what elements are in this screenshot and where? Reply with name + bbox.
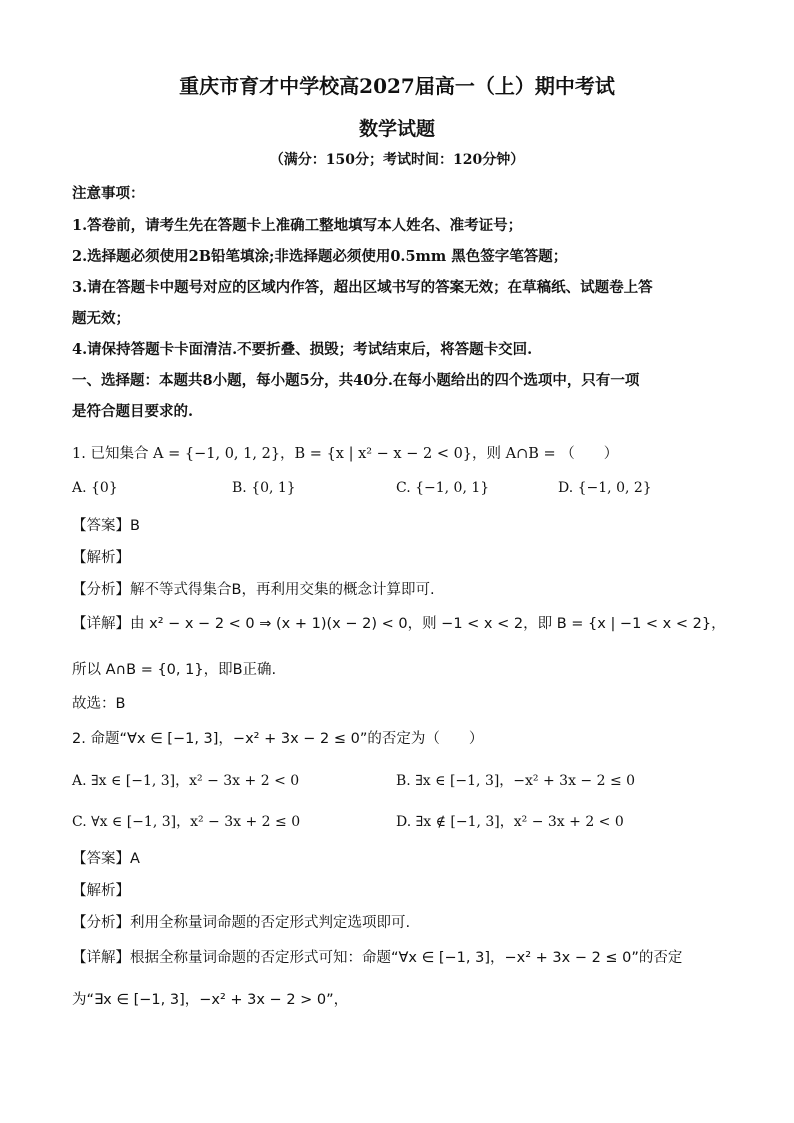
q2-option-d: D. ∃x ∉ [−1, 3]，x² − 3x + 2 < 0	[396, 814, 624, 830]
q1-conclusion: 所以 A∩B = {0, 1}，即B正确.	[72, 662, 277, 678]
q2-fenxi: 【分析】利用全称量词命题的否定形式判定选项即可.	[72, 915, 411, 931]
q1-option-c: C. {−1, 0, 1}	[396, 480, 490, 496]
section-heading: 一、选择题：本题共8小题，每小题5分，共40分.在每小题给出的四个选项中，只有一项	[72, 372, 640, 389]
q2-stem: 2. 命题“∀x ∈ [−1, 3]，−x² + 3x − 2 ≤ 0”的否定为（ ）	[72, 731, 484, 747]
q2-jiexi: 【解析】	[72, 883, 130, 899]
q1-option-b: B. {0, 1}	[232, 480, 296, 496]
subject-title: 数学试题	[358, 118, 435, 140]
notice-item-3-cont: 题无效；	[72, 310, 130, 327]
q1-option-a: A. {0}	[72, 480, 118, 496]
q2-option-a: A. ∃x ∈ [−1, 3]，x² − 3x + 2 < 0	[72, 773, 300, 789]
q1-guxuan: 故选：B	[72, 696, 126, 712]
notice-heading: 注意事项：	[72, 185, 145, 202]
exam-title: 重庆市育才中学校高2027届高一（上）期中考试	[179, 74, 615, 98]
q1-answer: 【答案】B	[72, 518, 140, 534]
q1-fenxi: 【分析】解不等式得集合B，再利用交集的概念计算即可.	[72, 582, 435, 598]
q2-answer: 【答案】A	[72, 851, 140, 867]
q2-option-c: C. ∀x ∈ [−1, 3]，x² − 3x + 2 ≤ 0	[72, 814, 301, 830]
q1-jiexi: 【解析】	[72, 550, 130, 566]
notice-item-4: 4.请保持答题卡卡面清洁.不要折叠、损毁；考试结束后，将答题卡交回.	[72, 341, 533, 358]
q1-option-d: D. {−1, 0, 2}	[558, 480, 652, 496]
q1-xiangjie: 【详解】由 x² − x − 2 < 0 ⇒ (x + 1)(x − 2) < 0，则 −1 < x < 2，即 B = {x | −1 < x < 2}，	[72, 616, 726, 632]
q1-stem: 1. 已知集合 A = {−1, 0, 1, 2}，B = {x | x² − x − 2 < 0}，则 A∩B = （ ）	[72, 446, 619, 462]
notice-item-1: 1.答卷前，请考生先在答题卡上准确工整地填写本人姓名、准考证号；	[72, 217, 523, 234]
exam-meta: （满分：150分；考试时间：120分钟）	[269, 152, 525, 168]
notice-item-2: 2.选择题必须使用2B铅笔填涂;非选择题必须使用0.5mm 黑色签字笔答题；	[72, 248, 568, 265]
notice-item-3: 3.请在答题卡中题号对应的区域内作答，超出区域书写的答案无效；在草稿纸、试题卷上答	[72, 279, 653, 296]
q2-xiangjie: 【详解】根据全称量词命题的否定形式可知：命题“∀x ∈ [−1, 3]，−x² + 3x − 2 ≤ 0”的否定	[72, 950, 683, 966]
q2-option-b: B. ∃x ∈ [−1, 3]，−x² + 3x − 2 ≤ 0	[396, 773, 636, 789]
q2-xiangjie-cont: 为“∃x ∈ [−1, 3]，−x² + 3x − 2 > 0”，	[72, 992, 349, 1008]
section-heading-cont: 是符合题目要求的.	[72, 403, 194, 420]
